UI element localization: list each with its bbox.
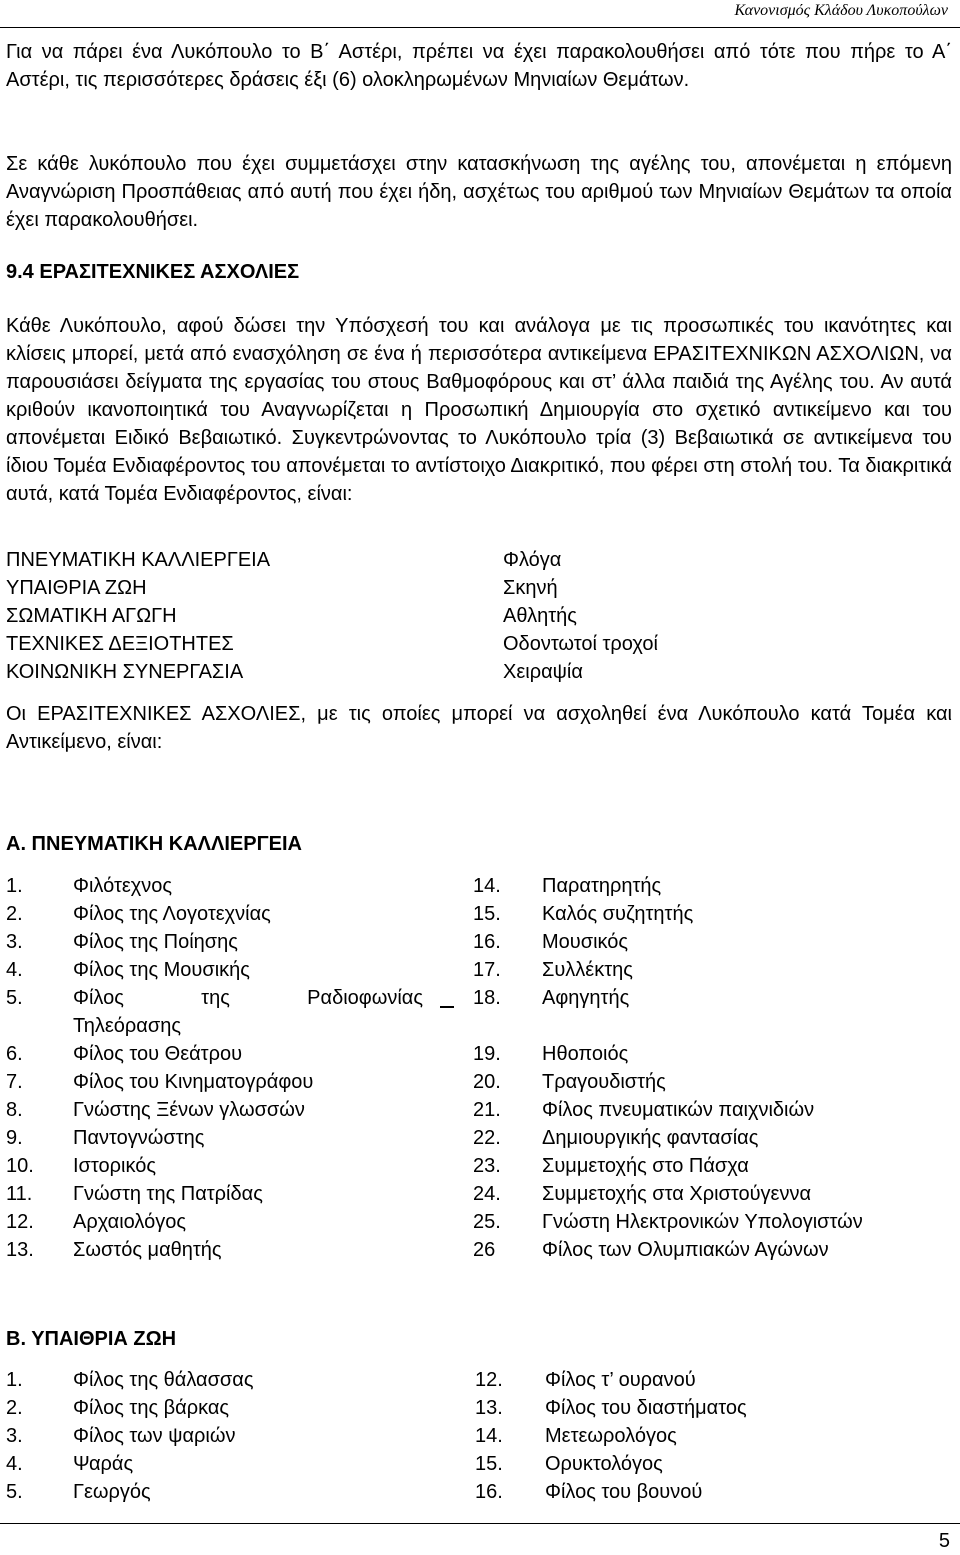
list-item-number: 17.: [473, 959, 501, 981]
group-a-heading: Α. ΠΝΕΥΜΑΤΙΚΗ ΚΑΛΛΙΕΡΓΕΙΑ: [6, 833, 302, 855]
header-rule: [0, 27, 960, 28]
list-item-number: 9.: [6, 1127, 23, 1149]
section-outro: Οι ΕΡΑΣΙΤΕΧΝΙΚΕΣ ΑΣΧΟΛΙΕΣ, με τις οποίες μπορεί να ασχοληθεί ένα Λυκόπουλο κατά Τομέα και Αντικείμενο, είναι:: [6, 703, 952, 753]
list-item: Φίλος της Μουσικής: [73, 959, 250, 981]
list-item-number: 21.: [473, 1099, 501, 1121]
sector-badge: Φλόγα: [503, 549, 562, 571]
page-number: 5: [938, 1530, 950, 1552]
list-item: Φίλος των Ολυμπιακών Αγώνων: [542, 1239, 829, 1261]
list-item: Ορυκτολόγος: [545, 1453, 663, 1475]
list-item: Αρχαιολόγος: [73, 1211, 187, 1233]
list-item-number: 15.: [475, 1453, 503, 1475]
list-item: Συμμετοχής στο Πάσχα: [542, 1155, 749, 1177]
dash-separator: [440, 1006, 454, 1008]
sector-badge: Χειραψία: [503, 661, 583, 683]
list-item-number: 26: [473, 1239, 496, 1261]
list-item: Σωστός μαθητής: [73, 1239, 222, 1261]
list-item-number: 12.: [475, 1369, 503, 1391]
list-item-number: 7.: [6, 1071, 23, 1093]
header-title: Κανονισμός Κλάδου Λυκοπούλων: [734, 2, 948, 19]
list-item: Γνώστη της Πατρίδας: [73, 1183, 263, 1205]
list-item-continuation: Τηλεόρασης: [73, 1015, 181, 1037]
list-item-number: 1.: [6, 1369, 23, 1391]
list-item: Ηθοποιός: [542, 1043, 629, 1065]
intro-paragraph-2: Σε κάθε λυκόπουλο που έχει συμμετάσχει στην κατασκήνωση της αγέλης του, απονέμεται η επόμενη Αναγνώριση Προσπάθειας από αυτή που έχει ήδη, ασχέτως του αριθμού των Μηνιαίων Θεμάτων τα οποία έχει παρακολουθήσει.: [6, 153, 952, 231]
sector-badge: Οδοντωτοί τροχοί: [503, 633, 658, 655]
list-item-number: 4.: [6, 1453, 23, 1475]
list-item: Φίλος της Ραδιοφωνίας: [73, 987, 423, 1009]
sector-name: ΥΠΑΙΘΡΙΑ ΖΩΗ: [6, 577, 147, 599]
list-item: Φίλος της Ποίησης: [73, 931, 238, 953]
group-b-heading: Β. ΥΠΑΙΘΡΙΑ ΖΩΗ: [6, 1328, 177, 1350]
list-item-number: 14.: [473, 875, 501, 897]
list-item-number: 12.: [6, 1211, 34, 1233]
list-item-number: 2.: [6, 1397, 23, 1419]
list-item-number: 3.: [6, 931, 23, 953]
list-item: Γεωργός: [73, 1481, 151, 1503]
list-item: Φίλος τ’ ουρανού: [545, 1369, 696, 1391]
list-item-number: 19.: [473, 1043, 501, 1065]
list-item: Ιστορικός: [73, 1155, 156, 1177]
sector-name: ΤΕΧΝΙΚΕΣ ΔΕΞΙΟΤΗΤΕΣ: [6, 633, 234, 655]
intro-paragraph-1: Για να πάρει ένα Λυκόπουλο το Β΄ Αστέρι, πρέπει να έχει παρακολουθήσει από τότε που πήρε το Α΄ Αστέρι, τις περισσότερες δράσεις έξι (6) ολοκληρωμένων Μηνιαίων Θεμάτων.: [6, 41, 952, 91]
sector-badge: Σκηνή: [503, 577, 558, 599]
list-item: Γνώστης Ξένων γλωσσών: [73, 1099, 305, 1121]
list-item: Φίλος του διαστήματος: [545, 1397, 747, 1419]
list-item-number: 8.: [6, 1099, 23, 1121]
list-item-number: 13.: [6, 1239, 34, 1261]
list-item: Παρατηρητής: [542, 875, 662, 897]
list-item: Φίλος του Θεάτρου: [73, 1043, 243, 1065]
list-item: Φίλος του βουνού: [545, 1481, 703, 1503]
list-item: Μουσικός: [542, 931, 629, 953]
list-item-number: 2.: [6, 903, 23, 925]
list-item: Φίλος των ψαριών: [73, 1425, 236, 1447]
sector-badge: Αθλητής: [503, 605, 577, 627]
list-item: Τραγουδιστής: [542, 1071, 666, 1093]
list-item-number: 10.: [6, 1155, 34, 1177]
list-item-number: 5.: [6, 1481, 23, 1503]
list-item-number: 18.: [473, 987, 501, 1009]
sector-name: ΠΝΕΥΜΑΤΙΚΗ ΚΑΛΛΙΕΡΓΕΙΑ: [6, 549, 271, 571]
list-item-number: 13.: [475, 1397, 503, 1419]
list-item-number: 20.: [473, 1071, 501, 1093]
list-item: Φίλος της Λογοτεχνίας: [73, 903, 271, 925]
list-item: Φίλος της βάρκας: [73, 1397, 230, 1419]
list-item-number: 23.: [473, 1155, 501, 1177]
sector-name: ΚΟΙΝΩΝΙΚΗ ΣΥΝΕΡΓΑΣΙΑ: [6, 661, 244, 683]
list-item: Φιλότεχνος: [73, 875, 173, 897]
list-item-number: 1.: [6, 875, 23, 897]
sector-name: ΣΩΜΑΤΙΚΗ ΑΓΩΓΗ: [6, 605, 177, 627]
list-item: Ψαράς: [73, 1453, 134, 1475]
section-body: Κάθε Λυκόπουλο, αφού δώσει την Υπόσχεσή του και ανάλογα με τις προσωπικές του ικανότητες και κλίσεις μπορεί, μετά από ενασχόληση σε ένα ή περισσότερα αντικείμενα ΕΡΑΣΙΤΕΧΝΙΚΩΝ ΑΣΧΟΛΙΩΝ, να παρουσιάσει δείγματα της εργασίας του στους Βαθμοφόρους και στ’ άλλα παιδιά της Αγέλης του. Αν αυτά κριθούν ικανοποιητικά του Αναγνωρίζεται η Προσωπική Δημιουργία στο σχετικό αντικείμενο και του απονέμεται Ειδικό Βεβαιωτικό. Συγκεντρώνοντας το Λυκόπουλο τρία (3) Βεβαιωτικά σε αντικείμενα του ίδιου Τομέα Ενδιαφέροντος του απονέμεται το αντίστοιχο Διακριτικό, που φέρει στη στολή του. Τα διακριτικά αυτά, κατά Τομέα Ενδιαφέροντος, είναι:: [6, 315, 952, 505]
list-item: Φίλος του Κινηματογράφου: [73, 1071, 314, 1093]
list-item: Δημιουργικής φαντασίας: [542, 1127, 759, 1149]
list-item-number: 4.: [6, 959, 23, 981]
list-item-number: 24.: [473, 1183, 501, 1205]
list-item-number: 14.: [475, 1425, 503, 1447]
section-heading: 9.4 ΕΡΑΣΙΤΕΧΝΙΚΕΣ ΑΣΧΟΛΙΕΣ: [6, 261, 300, 283]
footer-rule: [0, 1523, 960, 1524]
list-item: Παντογνώστης: [73, 1127, 205, 1149]
list-item-number: 16.: [475, 1481, 503, 1503]
list-item-number: 22.: [473, 1127, 501, 1149]
list-item-number: 3.: [6, 1425, 23, 1447]
list-item: Μετεωρολόγος: [545, 1425, 677, 1447]
list-item-number: 16.: [473, 931, 501, 953]
list-item: Συλλέκτης: [542, 959, 633, 981]
list-item-number: 25.: [473, 1211, 501, 1233]
list-item: Γνώστη Ηλεκτρονικών Υπολογιστών: [542, 1211, 863, 1233]
list-item: Καλός συζητητής: [542, 903, 694, 925]
list-item-number: 11.: [6, 1183, 33, 1205]
list-item-number: 15.: [473, 903, 501, 925]
list-item: Αφηγητής: [542, 987, 630, 1009]
list-item-number: 6.: [6, 1043, 23, 1065]
list-item: Φίλος πνευματικών παιχνιδιών: [542, 1099, 815, 1121]
list-item: Συμμετοχής στα Χριστούγεννα: [542, 1183, 812, 1205]
list-item: Φίλος της θάλασσας: [73, 1369, 254, 1391]
list-item-number: 5.: [6, 987, 23, 1009]
